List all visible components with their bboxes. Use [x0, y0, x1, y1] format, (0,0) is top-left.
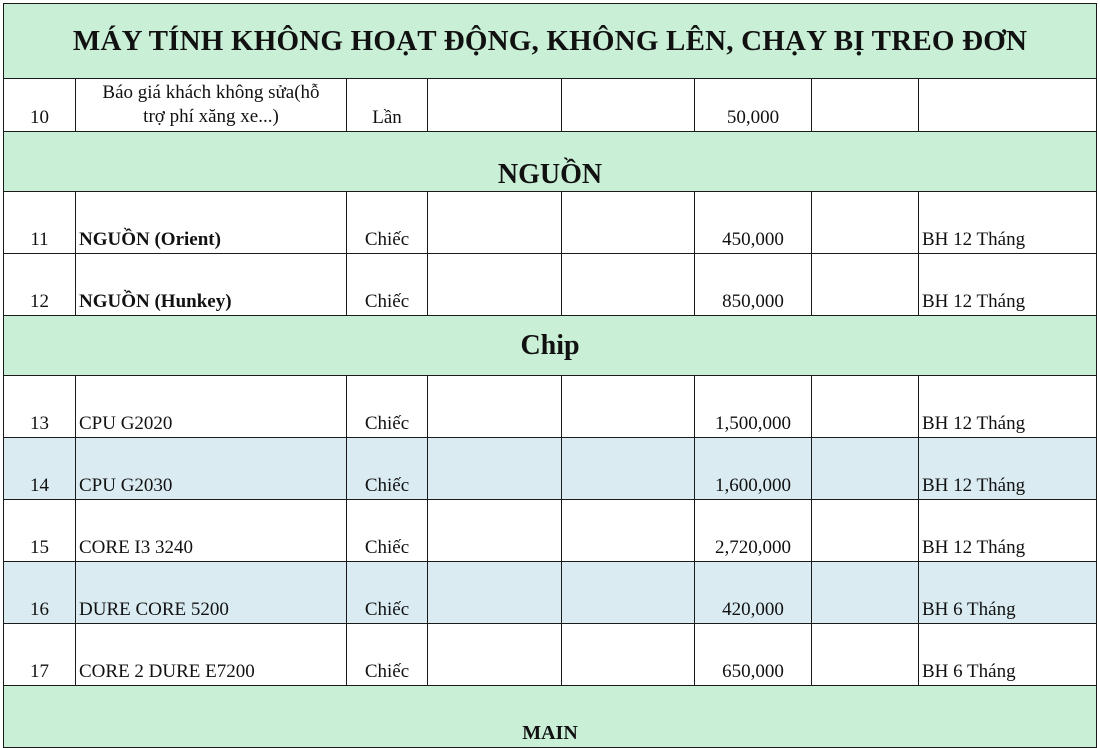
title-row [4, 4, 1097, 79]
section-title-chip: Chip [4, 316, 1097, 376]
empty-cell [812, 376, 919, 438]
empty-cell [812, 254, 919, 316]
table-row [4, 376, 1097, 438]
section-title-nguon: NGUỒN [4, 132, 1097, 192]
empty-cell [562, 562, 695, 624]
empty-cell [562, 438, 695, 500]
item-name: CORE I3 3240 [76, 500, 347, 562]
item-name: NGUỒN (Hunkey) [76, 254, 347, 316]
empty-cell [428, 438, 562, 500]
item-name: CPU G2030 [76, 438, 347, 500]
table-row [4, 562, 1097, 624]
item-name: DURE CORE 5200 [76, 562, 347, 624]
item-name: CORE 2 DURE E7200 [76, 624, 347, 686]
empty-cell [562, 79, 695, 132]
empty-cell [812, 624, 919, 686]
section-row [4, 132, 1097, 192]
empty-cell [812, 192, 919, 254]
item-unit: Chiếc [347, 376, 428, 438]
empty-cell [428, 79, 562, 132]
item-unit: Lần [347, 79, 428, 132]
empty-cell [812, 562, 919, 624]
empty-cell [562, 500, 695, 562]
item-price: 850,000 [695, 254, 812, 316]
table-row [4, 624, 1097, 686]
item-note: BH 12 Tháng [919, 500, 1097, 562]
row-number: 12 [4, 254, 76, 316]
item-price: 650,000 [695, 624, 812, 686]
item-price: 1,500,000 [695, 376, 812, 438]
price-table [3, 3, 1097, 748]
row-number: 14 [4, 438, 76, 500]
empty-cell [812, 500, 919, 562]
item-name: CPU G2020 [76, 376, 347, 438]
section-row [4, 316, 1097, 376]
item-unit: Chiếc [347, 254, 428, 316]
item-unit: Chiếc [347, 500, 428, 562]
item-name: NGUỒN (Orient) [76, 192, 347, 254]
table-row [4, 438, 1097, 500]
price-sheet [3, 3, 1096, 748]
item-unit: Chiếc [347, 562, 428, 624]
item-note: BH 12 Tháng [919, 376, 1097, 438]
row-number: 16 [4, 562, 76, 624]
table-row [4, 500, 1097, 562]
empty-cell [812, 79, 919, 132]
empty-cell [812, 438, 919, 500]
item-unit: Chiếc [347, 438, 428, 500]
row-number: 11 [4, 192, 76, 254]
item-note: BH 6 Tháng [919, 562, 1097, 624]
table-row [4, 192, 1097, 254]
empty-cell [428, 500, 562, 562]
empty-cell [562, 254, 695, 316]
empty-cell [562, 624, 695, 686]
empty-cell [562, 192, 695, 254]
empty-cell [562, 376, 695, 438]
table-row [4, 79, 1097, 132]
empty-cell [428, 624, 562, 686]
item-price: 2,720,000 [695, 500, 812, 562]
row-number: 10 [4, 79, 76, 132]
item-note: BH 12 Tháng [919, 254, 1097, 316]
item-note: BH 12 Tháng [919, 438, 1097, 500]
item-unit: Chiếc [347, 624, 428, 686]
row-number: 17 [4, 624, 76, 686]
section-row [4, 686, 1097, 748]
empty-cell [428, 562, 562, 624]
item-price: 450,000 [695, 192, 812, 254]
empty-cell [428, 254, 562, 316]
empty-cell [428, 192, 562, 254]
item-price: 50,000 [695, 79, 812, 132]
row-number: 15 [4, 500, 76, 562]
item-unit: Chiếc [347, 192, 428, 254]
empty-cell [428, 376, 562, 438]
item-price: 420,000 [695, 562, 812, 624]
table-row [4, 254, 1097, 316]
item-note: BH 12 Tháng [919, 192, 1097, 254]
item-price: 1,600,000 [695, 438, 812, 500]
item-note [919, 79, 1097, 132]
section-title-main: MAIN [4, 686, 1097, 748]
item-name: Báo giá khách không sửa(hỗ trợ phí xăng xe...) [76, 79, 347, 132]
item-note: BH 6 Tháng [919, 624, 1097, 686]
sheet-title: MÁY TÍNH KHÔNG HOẠT ĐỘNG, KHÔNG LÊN, CHẠY BỊ TREO ĐƠN [4, 4, 1097, 79]
row-number: 13 [4, 376, 76, 438]
